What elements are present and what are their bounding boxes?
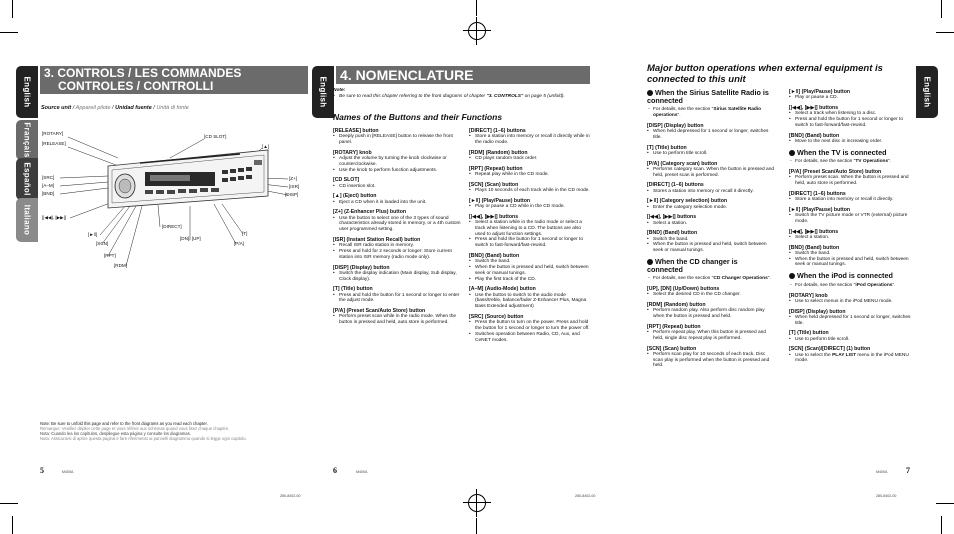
entry-block <box>789 207 916 225</box>
entry-heading: [A–M] (Audio-Mode) button <box>469 286 536 293</box>
entry-block <box>333 209 463 233</box>
lang-tab-english[interactable]: English <box>312 66 334 118</box>
entry-heading: [SCN] (Scan)/[DIRECT] (1) button <box>789 346 871 353</box>
note-block <box>333 88 589 100</box>
entry-bullet: • When the button is pressed and held, switch between seek or manual tunings. <box>469 265 591 277</box>
entry-block <box>789 229 916 241</box>
entry-heading: [►‖] (Play/Pause) button <box>469 197 531 204</box>
entry-bullet: • When held depressed for 1 second or longer, switches title. <box>647 129 775 141</box>
footnotes <box>40 421 310 441</box>
nomenclature-column-2 <box>469 128 591 347</box>
lang-tab-english[interactable]: English <box>916 66 938 118</box>
label-play-pause: [►‖] <box>88 232 97 237</box>
note-suffix: ". <box>767 276 771 282</box>
entry-block <box>647 198 775 210</box>
label-dn-up: [DN], [UP] <box>180 236 201 241</box>
page-number: 6 <box>333 466 337 475</box>
entry-block <box>469 198 591 210</box>
entry-block <box>647 214 775 226</box>
entry-heading: [P/A] (Category scan) button <box>647 160 718 167</box>
label-cd-slot: [CD SLOT] <box>204 134 227 139</box>
entry-block <box>647 346 775 370</box>
page-title: 4. NOMENCLATURE <box>336 66 590 84</box>
note-link: iPod Operations <box>855 282 893 288</box>
note-prefix: For details, see the section " <box>795 282 856 288</box>
entry-block <box>333 237 463 261</box>
entry-heading: [SCN] (Scan) button <box>469 181 519 188</box>
section-note <box>789 159 916 165</box>
entry-heading: [BND] (Band) button <box>469 252 520 259</box>
entry-block <box>789 346 916 364</box>
entry-block <box>647 145 775 157</box>
entry-bullet: • Use to perform title scroll. <box>789 337 916 343</box>
label-isr: [ISR] <box>289 184 300 189</box>
entry-block <box>647 286 775 298</box>
entry-heading: [DIRECT] (1–6) buttons <box>647 182 704 189</box>
section-heading <box>789 272 916 280</box>
section-note <box>647 276 775 282</box>
entry-block <box>647 302 775 320</box>
section-heading-text: When the iPod is connected <box>797 271 893 281</box>
entry-block <box>647 182 775 194</box>
entry-heading: [|◀◀], [▶▶|] buttons <box>789 105 839 111</box>
entry-block <box>789 169 916 187</box>
section-heading-text: When the TV is connected <box>797 147 887 157</box>
entry-bullet: • Adjust the volume by turning the knob clockwise or counterclockwise. <box>333 156 463 168</box>
entry-block <box>333 308 463 326</box>
entry-heading: [CD SLOT] <box>333 177 360 184</box>
entry-block <box>469 314 591 343</box>
source-unit-caption: Source unit / Appareil pilote / Unidad fuente / Unità di fonte <box>41 105 189 111</box>
footnote-fr: Remarque: Veuillez déplier cette page et vous référer aux schémas quand vous lisez chaque chapitre. <box>40 426 230 431</box>
entry-bullet: • Performs category scan. When the button is pressed and held, preset scan is performed. <box>647 167 775 179</box>
entry-bullet: • Press and hold the button for 1 second or longer to switch to fast-forward/fast-rewind. <box>789 117 916 129</box>
print-code: 280-8402-00 <box>876 494 897 498</box>
entry-bullet: • Press and hold for 2 seconds or longer: Store current station into ISR memory (radio mode only). <box>333 249 463 261</box>
entry-block <box>333 177 463 189</box>
entry-block <box>789 133 916 145</box>
section-subtitle: Names of the Buttons and their Functions <box>333 112 503 122</box>
entry-heading: [P/A] (Preset Scan/Auto Store) button <box>333 308 426 315</box>
label-am: [A–M] <box>42 183 54 188</box>
entry-heading: [T] (Title) button <box>789 330 829 337</box>
entry-bullet: • Enter the category selection mode. <box>647 205 775 211</box>
entry-bullet: • Switch the band. <box>469 259 591 265</box>
bullet-text: menu in the iPod MENU mode. <box>795 352 909 364</box>
note-suffix: ". <box>888 159 892 165</box>
footnote-es: Nota: Cuando lea los capítulos, despliegue esta página y consulte los diagramas. <box>40 431 191 436</box>
entry-block <box>789 330 916 342</box>
entry-bullet: • Press the button to turn on the power. Press and hold the button for 1 second or longer to turn the power off. <box>469 320 591 332</box>
entry-heading: [RPT] (Repeat) button <box>469 165 523 172</box>
entry-bullet: • Deeply push in [RELEASE] button to release the front panel. <box>333 134 463 146</box>
label-prev-next: [|◀◀], [▶▶|] <box>42 215 67 220</box>
entry-bullet: • Select a station. <box>789 235 916 241</box>
entry-bullet <box>789 353 916 365</box>
entry-heading: [BND] (Band) button <box>789 132 840 139</box>
entry-block <box>333 265 463 283</box>
entry-block <box>333 128 463 146</box>
section-block <box>647 258 775 282</box>
note-prefix: For details, see the section " <box>795 159 856 165</box>
section-note <box>789 283 916 289</box>
entry-bullet: • Switch the band. <box>789 251 916 257</box>
entry-bullet: • Select a station while in the radio mode or select a track when listening to a CD. The buttons are also used to adjust function settings. <box>469 220 591 237</box>
entry-heading: [ISR] (Instant Station Recall) button <box>333 236 421 243</box>
entry-bullet: • Switch the TV picture mode or VTR (external) picture mode. <box>789 213 916 225</box>
entry-heading: [DISP] (Display) button <box>333 264 390 271</box>
operations-column-1 <box>647 89 775 373</box>
entry-bullet: • Switch the band. <box>647 237 775 243</box>
nomenclature-column-1 <box>333 128 463 330</box>
entry-bullet: • When the button is pressed and held, switch between seek or manual tunings. <box>789 257 916 269</box>
page-number: 5 <box>40 466 44 475</box>
note-text: • Be sure to read this chapter referring to the front diagrams of chapter "3. CONTROLS" on page 5 (unfold). <box>333 94 589 100</box>
section-heading <box>789 149 916 157</box>
label-rotary: [ROTARY] <box>42 131 64 136</box>
entry-bullet: • When the button is pressed and held, switch between seek or manual tunings. <box>647 242 775 254</box>
entry-block <box>469 182 591 194</box>
entry-block <box>789 89 916 101</box>
section-heading <box>647 258 775 273</box>
entry-bullet: • Store a station into memory or recall it directly while in the radio mode. <box>469 134 591 146</box>
head-unit-body <box>108 150 268 208</box>
entry-block <box>789 191 916 203</box>
entry-heading: [P/A] (Preset Scan/Auto Store) button <box>789 168 882 175</box>
entry-heading: [BND] (Band) button <box>647 230 698 237</box>
entry-bullet: • Plays 10 seconds of each track while in the CD mode. <box>469 188 591 194</box>
bullet-dot-icon <box>789 273 795 279</box>
bullet-bold: PLAY LIST <box>832 352 857 358</box>
section-block <box>789 272 916 288</box>
entry-bullet: • Use the button to switch to the audio mode (bass/treble, balance/fader Z-Enhancer Plus, Magna Bass Extended adjustment) <box>469 293 591 310</box>
lang-tab-french[interactable]: Français <box>16 120 38 160</box>
label-eject: [▲] <box>262 144 270 149</box>
entry-block <box>333 193 463 205</box>
label-rdm: [RDM] <box>114 263 128 268</box>
entry-heading: [T] (Title) button <box>333 286 373 293</box>
entry-bullet: • Move to the next disc in increasing order. <box>789 139 916 145</box>
entry-bullet: • Perform preset scan. When the button is pressed and held, auto store is performed. <box>789 175 916 187</box>
entry-heading: [DISP] (Display) button <box>647 122 704 129</box>
entry-bullet: • Repeat play while in the CD mode. <box>469 172 591 178</box>
entry-bullet: • Press and hold the button for 1 second or longer to enter the adjust mode. <box>333 293 463 305</box>
note-link: CD Changer Operations <box>713 276 768 282</box>
footnote-en: Note: Be sure to unfold this page and refer to the front diagrams as you read each chapter. <box>40 421 208 426</box>
label-pa: [P/A] <box>234 241 244 246</box>
entry-bullet: • When held depressed for 1 second or longer, switches title. <box>789 315 916 327</box>
entry-bullet: • Perform repeat play. When this button is pressed and held, single disc repeat play is performed. <box>647 330 775 342</box>
entry-bullet: • Press and hold the button for 1 second or longer to switch to fast-forward/fast-rewind. <box>469 237 591 249</box>
entry-heading: [SCN] (Scan) button <box>647 345 697 352</box>
entry-bullet: • Stores a station into memory or recall it directly. <box>647 189 775 195</box>
title-line-2: CONTROLES / CONTROLLI <box>58 79 214 93</box>
entry-heading: [|◀◀], [▶▶|] buttons <box>647 214 697 221</box>
section-heading <box>647 89 775 104</box>
entry-heading: [RDM] (Random) button <box>469 149 528 156</box>
entry-heading: [ROTARY] knob <box>333 149 372 156</box>
section-heading-text: When the Sirius Satellite Radio is connected <box>647 88 769 105</box>
entry-heading: [RPT] (Repeat) button <box>647 323 701 330</box>
entry-block <box>469 166 591 178</box>
section-note <box>647 107 775 119</box>
entry-block <box>647 324 775 342</box>
note-label: Note: <box>333 88 346 93</box>
entry-bullet: • CD insertion slot. <box>333 184 463 190</box>
entry-bullet: • CD plays random track order. <box>469 156 591 162</box>
entry-heading: [▲] (Eject) button <box>333 193 377 200</box>
entry-bullet: • Use to select menus in the iPod MENU mode. <box>789 299 916 305</box>
entry-heading: [RELEASE] button <box>333 128 379 134</box>
entry-bullet: • Recall ISR radio station in memory. <box>333 243 463 249</box>
entry-heading: [ROTARY] knob <box>789 292 828 299</box>
entry-heading: [|◀◀], [▶▶|] buttons <box>789 228 839 235</box>
label-bnd: [BND] <box>42 191 55 196</box>
entry-block <box>789 245 916 269</box>
entry-block <box>647 123 775 141</box>
entry-block <box>469 214 591 249</box>
section-heading-text: When the CD changer is connected <box>647 256 738 274</box>
entry-heading: [►‖] (Category selection) button <box>647 198 728 205</box>
page-number: 7 <box>906 466 910 475</box>
entry-heading: [►‖] (Play/Pause) button <box>789 206 851 213</box>
note-prefix: For details, see the section " <box>653 107 714 113</box>
entry-block <box>469 286 591 310</box>
entry-block <box>647 230 775 254</box>
section-block <box>789 149 916 165</box>
entry-block <box>789 309 916 327</box>
model-code: M400A <box>62 470 74 474</box>
label-disp: [DISP] <box>285 192 299 197</box>
entry-heading: [Z+] (Z-Enhancer Plus) button <box>333 209 407 216</box>
entry-bullet: • Play or pause a CD. <box>789 95 916 101</box>
print-code: 280-8402-00 <box>575 494 596 498</box>
entry-heading: [DIRECT] (1–6) buttons <box>469 128 526 134</box>
entry-bullet: • Perform random play. Also perform disc random play when the button is pressed and held. <box>647 308 775 320</box>
print-code: 280-8402-00 <box>280 494 301 498</box>
entry-bullet: • Perform scan play for 10 seconds of each track. Disc scan play is performed when the button is pressed and held. <box>647 352 775 369</box>
note-link: Sirius Satellite Radio operations <box>653 107 762 118</box>
entry-bullet: • Use the button to select one of the 3 types of sound characteristics already stored in memory, or a 4th custom user programmed setting. <box>333 216 463 233</box>
entry-bullet: • Eject a CD when it is loaded into the unit. <box>333 200 463 206</box>
entry-block <box>469 253 591 282</box>
title-line-1: 3. CONTROLS / LES COMMANDES <box>44 66 242 80</box>
entry-block <box>333 150 463 174</box>
label-direct: [DIRECT] <box>162 224 182 229</box>
entry-bullet: • Select the desired CD in the CD changer. <box>647 292 775 298</box>
label-src: [SRC] <box>42 175 55 180</box>
label-t: [T] <box>242 231 248 236</box>
lang-tab-italian[interactable]: Italiano <box>16 198 38 242</box>
entry-block <box>333 286 463 304</box>
entry-bullet: • Play the first track of the CD. <box>469 277 591 283</box>
entry-bullet: • Select a station. <box>647 221 775 227</box>
bullet-dot-icon <box>789 150 795 156</box>
note-suffix: ". <box>677 112 681 118</box>
section-block <box>647 89 775 119</box>
entry-heading: [T] (Title) button <box>647 144 687 151</box>
entry-block <box>789 293 916 305</box>
entry-bullet: • Select a track when listening to a disc. <box>789 111 916 117</box>
entry-bullet: • Use the knob to perform function adjustments. <box>333 168 463 174</box>
label-scn: [SCN] <box>96 241 109 246</box>
entry-block <box>469 128 591 146</box>
bullet-text: Use to select the <box>795 352 833 358</box>
entry-bullet: • Play or pause a CD while in the CD mode. <box>469 204 591 210</box>
note-link: TV Operations <box>855 159 889 165</box>
entry-heading: [BND] (Band) button <box>789 244 840 251</box>
entry-bullet: • Perform preset scan while in the radio mode. When the button is pressed and held, auto store is performed. <box>333 314 463 326</box>
entry-heading: [►‖] (Play/Pause) button <box>789 89 851 95</box>
entry-block <box>647 161 775 179</box>
page-title: Major button operations when external equipment is connected to this unit <box>647 63 883 85</box>
model-code: M400A <box>876 470 888 474</box>
entry-block <box>469 150 591 162</box>
label-release: [RELEASE] <box>42 141 66 146</box>
entry-bullet: • Store a station into memory or recall it directly. <box>789 197 916 203</box>
lang-tab-spanish[interactable]: Español <box>16 158 38 200</box>
model-code: M400A <box>356 470 368 474</box>
label-zplus: [Z+] <box>289 176 298 181</box>
entry-heading: [UP], [DN] (Up/Down) buttons <box>647 285 720 292</box>
lang-tab-english[interactable]: English <box>16 66 38 118</box>
entry-heading: [DIRECT] (1–6) buttons <box>789 190 846 197</box>
entry-block <box>789 105 916 129</box>
operations-column-2 <box>789 89 916 368</box>
entry-heading: [SRC] (Source) button <box>469 313 524 320</box>
footnote-it: Nota: Assicurarsi di aprire questa pagina e fare riferimento ai pannelli diagramma quando si legge ogni capitolo. <box>40 436 247 441</box>
entry-heading: [DISP] (Display) button <box>789 308 846 315</box>
note-prefix: For details, see the section " <box>653 276 714 282</box>
label-rpt: [RPT] <box>104 253 116 258</box>
entry-heading: [RDM] (Random) button <box>647 301 706 308</box>
entry-bullet: • Use to perform title scroll. <box>647 151 775 157</box>
entry-bullet: • Switches operation between Radio, CD, Aux, and CeNET modes. <box>469 332 591 344</box>
entry-bullet: • Switch the display indication (Main display, Sub display, Clock display). <box>333 271 463 283</box>
entry-heading: [|◀◀], [▶▶|] buttons <box>469 213 519 220</box>
note-suffix: ". <box>892 282 896 288</box>
